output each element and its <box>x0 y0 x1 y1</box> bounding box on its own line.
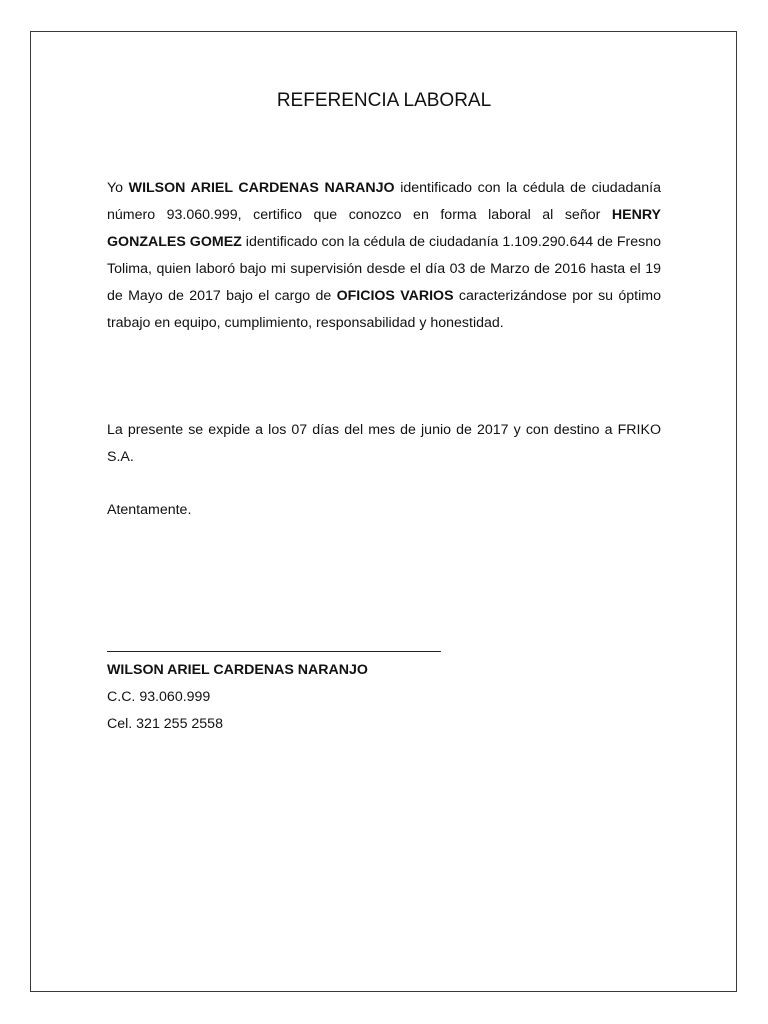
signature-name: WILSON ARIEL CARDENAS NARANJO <box>107 662 368 678</box>
employee-name: HENRY GONZALES GOMEZ <box>107 207 661 250</box>
signature-id: C.C. 93.060.999 <box>107 689 211 705</box>
signature-phone: Cel. 321 255 2558 <box>107 716 223 732</box>
closing-text: Atentamente. <box>107 502 192 518</box>
paragraph-text: identificado con la cédula de ciudadanía 1.109.290.644 de Fresno Tolima, quien laboró bajo mi supervisión desde el día 03 de Marzo de 2016 hasta el 19 de Mayo de 2017 bajo el cargo de <box>107 234 662 304</box>
paragraph-text: caracterizándose por su óptimo trabajo en equipo, cumplimiento, responsabilidad y honestidad. <box>107 288 661 331</box>
signature-block <box>107 657 368 738</box>
paragraph-text: identificado con la cédula de ciudadanía número 93.060.999, certifico que conozco en forma laboral al señor <box>107 180 662 223</box>
document-title: REFERENCIA LABORAL <box>276 90 492 111</box>
paragraph-certification <box>107 175 661 337</box>
referee-name: WILSON ARIEL CARDENAS NARANJO <box>128 180 395 196</box>
paragraph-text: Yo <box>107 180 129 196</box>
signature-line <box>107 651 441 652</box>
job-title: OFICIOS VARIOS <box>336 288 454 304</box>
paragraph-issue-date: La presente se expide a los 07 días del mes de junio de 2017 y con destino a FRIKO S.A. <box>107 422 661 465</box>
